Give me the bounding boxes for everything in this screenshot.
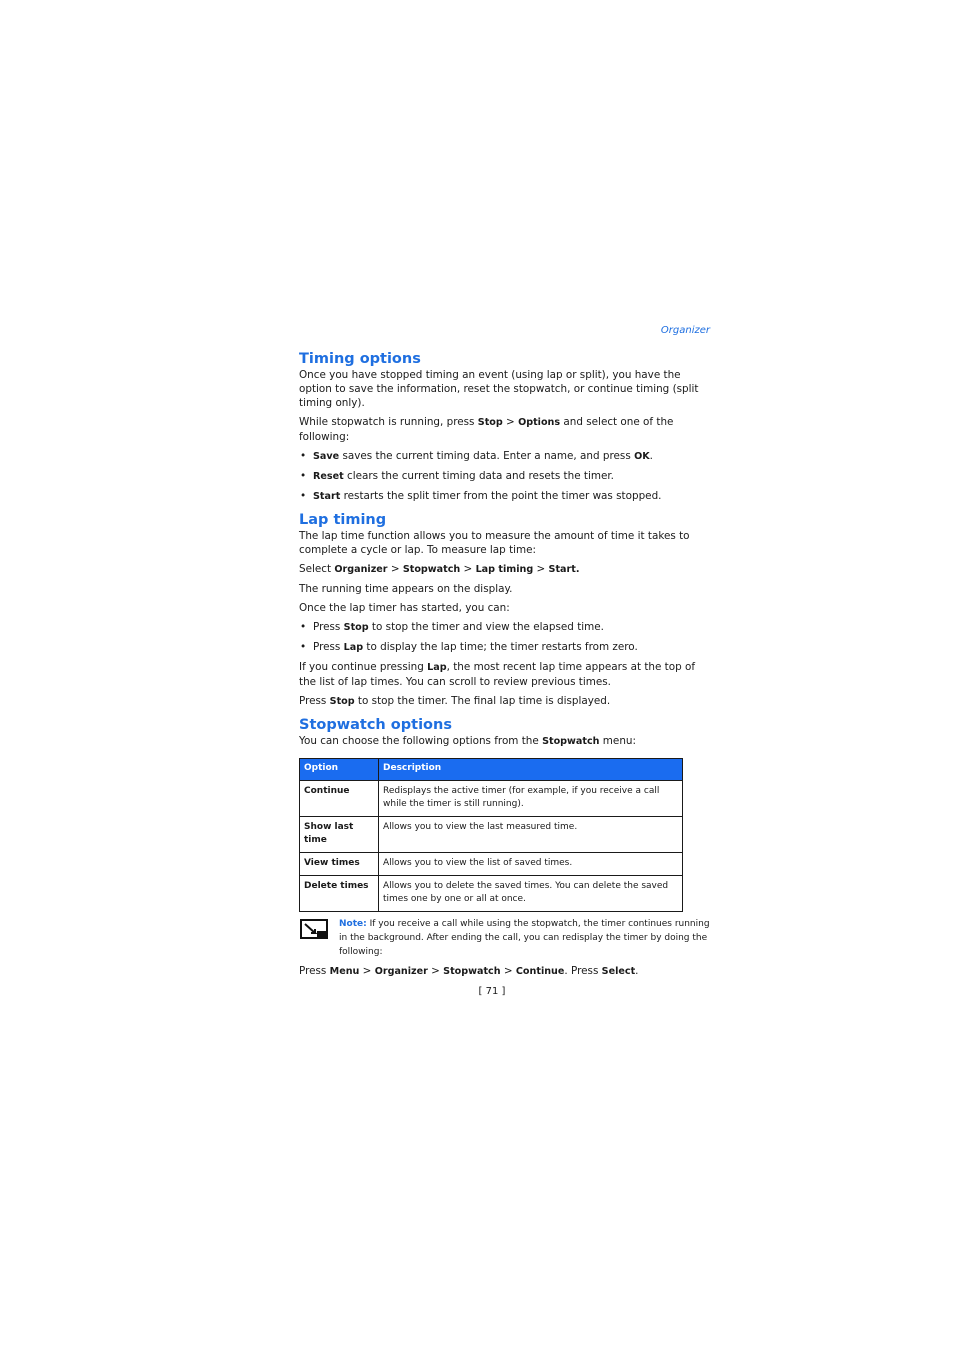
stopwatch-options-table	[299, 758, 683, 912]
table-header-description: Description	[379, 759, 683, 781]
lap-intro: The lap time function allows you to measure the amount of time it takes to complete a cycle or lap. To measure lap time:	[299, 530, 690, 556]
ui-stop: Stop	[477, 417, 503, 428]
table-cell-description: Allows you to view the last measured time.	[379, 817, 683, 853]
list-item: • Reset clears the current timing data and resets the timer.	[300, 470, 614, 482]
table-header-row	[300, 759, 683, 781]
table-row	[300, 876, 683, 912]
timing-intro: Once you have stopped timing an event (using lap or split), you have the option to save the information, reset the stopwatch, or continue timing (split timing only).	[299, 369, 699, 409]
table-row	[300, 781, 683, 817]
timing-bullet-list	[299, 449, 711, 504]
list-item: • Save saves the current timing data. Enter a name, and press OK.	[300, 450, 653, 462]
table-cell-option: Continue	[300, 781, 379, 817]
lap-select-path: Select Organizer > Stopwatch > Lap timing > Start.	[299, 563, 580, 575]
lap-once-text: Once the lap timer has started, you can:	[299, 602, 510, 614]
lap-running-text: The running time appears on the display.	[299, 583, 513, 595]
heading-stopwatch-options: Stopwatch options	[299, 717, 452, 733]
table-cell-option: View times	[300, 853, 379, 876]
heading-timing-options: Timing options	[299, 351, 421, 367]
note-text: If you receive a call while using the stopwatch, the timer continues running in the background. After ending the call, you can redisplay the timer by doing the following:	[339, 919, 710, 957]
page-number: [ 71 ]	[478, 986, 506, 997]
timing-instruction: While stopwatch is running, press Stop > Options and select one of the following:	[299, 416, 674, 443]
list-item: • Press Stop to stop the timer and view the elapsed time.	[300, 621, 604, 633]
table-header-option: Option	[300, 759, 379, 781]
table-row	[300, 817, 683, 853]
table-row	[300, 853, 683, 876]
page-content	[299, 320, 711, 979]
note-block	[299, 917, 711, 959]
press-continue-path: Press Menu > Organizer > Stopwatch > Continue. Press Select.	[299, 965, 639, 977]
running-head: Organizer	[660, 325, 710, 336]
table-cell-description: Allows you to delete the saved times. You can delete the saved times one by one or all at once.	[379, 876, 683, 912]
list-item: • Start restarts the split timer from the point the timer was stopped.	[300, 490, 662, 502]
note-label: Note:	[339, 919, 367, 929]
lap-continue-text: If you continue pressing Lap, the most recent lap time appears at the top of the list of lap times. You can scroll to review previous times.	[299, 661, 696, 688]
table-cell-description: Redisplays the active timer (for example, if you receive a call while the timer is still running).	[379, 781, 683, 817]
note-icon	[300, 919, 328, 939]
ui-options: Options	[518, 417, 561, 428]
lap-final-text: Press Stop to stop the timer. The final lap time is displayed.	[299, 695, 611, 707]
table-cell-option: Show last time	[300, 817, 379, 853]
table-cell-description: Allows you to view the list of saved times.	[379, 853, 683, 876]
lap-bullet-list	[299, 620, 711, 655]
table-cell-option: Delete times	[300, 876, 379, 912]
stopwatch-intro: You can choose the following options from the Stopwatch menu:	[299, 735, 636, 747]
list-item: • Press Lap to display the lap time; the timer restarts from zero.	[300, 641, 638, 653]
heading-lap-timing: Lap timing	[299, 512, 387, 528]
